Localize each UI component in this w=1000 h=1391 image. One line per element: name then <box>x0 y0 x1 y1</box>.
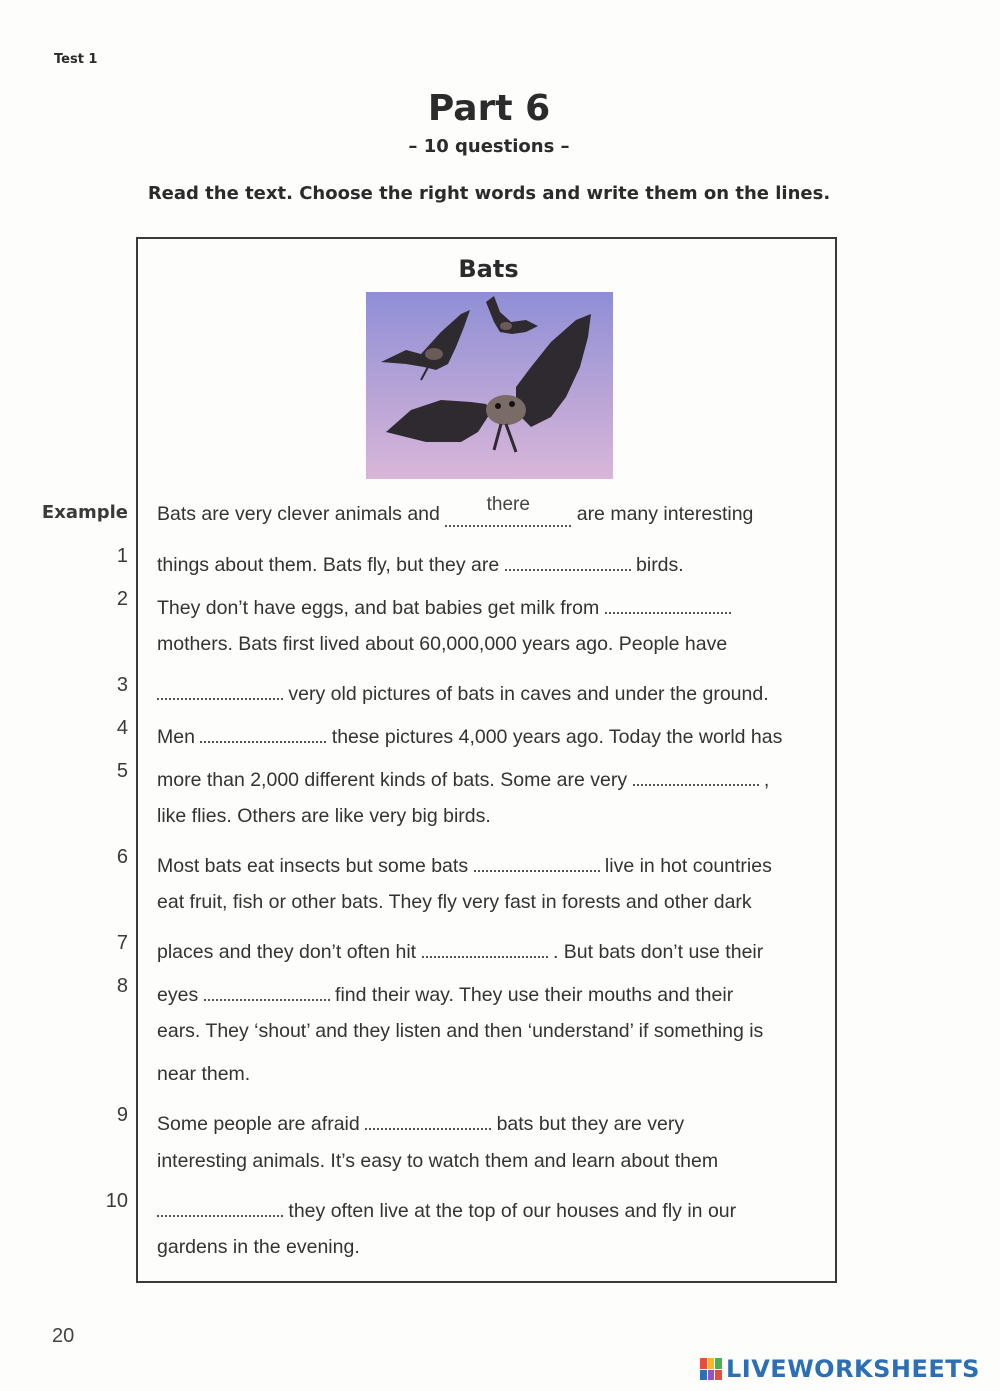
text-line: They don’t have eggs, and bat babies get milk from <box>157 590 731 620</box>
text-line: eat fruit, fish or other bats. They fly very fast in forests and other dark <box>157 891 752 913</box>
question-number: 6 <box>116 846 128 868</box>
answer-blank-9[interactable] <box>365 1106 491 1130</box>
text-line: near them. <box>157 1063 251 1085</box>
liveworksheets-logo[interactable] <box>700 1355 980 1383</box>
text-line: mothers. Bats first lived about 60,000,000 years ago. People have <box>157 633 728 655</box>
question-count: – 10 questions – <box>408 136 570 157</box>
question-number: 2 <box>116 588 128 610</box>
text-line: Most bats eat insects but some bats live in hot countries <box>157 848 772 878</box>
example-label: Example <box>41 502 128 523</box>
logo-text: LIVEWORKSHEETS <box>726 1355 980 1383</box>
instruction: Read the text. Choose the right words and write them on the lines. <box>147 183 831 204</box>
answer-blank-2[interactable] <box>605 590 731 614</box>
question-number: 4 <box>116 717 128 739</box>
question-number: 3 <box>116 674 128 696</box>
text-line: gardens in the evening. <box>157 1236 360 1258</box>
answer-blank-4[interactable] <box>200 719 326 743</box>
example-answer: there <box>445 503 571 527</box>
text-line: they often live at the top of our houses and fly in our <box>157 1193 736 1223</box>
answer-blank-5[interactable] <box>633 762 759 786</box>
part-title: Part 6 <box>427 88 551 129</box>
question-number: 10 <box>105 1190 128 1212</box>
answer-blank-6[interactable] <box>474 848 600 872</box>
text-line: Bats are very clever animals and there are many interesting <box>157 494 754 525</box>
answer-blank-1[interactable] <box>505 547 631 571</box>
question-number: 5 <box>116 760 128 782</box>
page-number: 20 <box>52 1325 75 1347</box>
text-line: Some people are afraid bats but they are very <box>157 1106 684 1136</box>
logo-mark-icon <box>700 1358 722 1380</box>
text-line: more than 2,000 different kinds of bats. Some are very , <box>157 762 769 792</box>
text-line: Men these pictures 4,000 years ago. Today the world has <box>157 719 782 749</box>
question-number: 7 <box>116 932 128 954</box>
answer-blank-10[interactable] <box>157 1193 283 1217</box>
question-number: 1 <box>116 545 128 567</box>
answer-blank-8[interactable] <box>204 977 330 1001</box>
test-label: Test 1 <box>54 52 98 67</box>
text-line: ears. They ‘shout’ and they listen and then ‘understand’ if something is <box>157 1020 764 1042</box>
text-line: things about them. Bats fly, but they are birds. <box>157 547 684 577</box>
text-title: Bats <box>458 255 519 283</box>
question-number: 9 <box>116 1104 128 1126</box>
bat-picture <box>366 292 613 479</box>
text-line: very old pictures of bats in caves and under the ground. <box>157 676 769 706</box>
text-line: interesting animals. It’s easy to watch them and learn about them <box>157 1150 719 1172</box>
text-line: places and they don’t often hit . But bats don’t use their <box>157 934 763 964</box>
answer-blank-7[interactable] <box>422 934 548 958</box>
text-line: eyes find their way. They use their mouths and their <box>157 977 733 1007</box>
question-number: 8 <box>116 975 128 997</box>
text-line: like flies. Others are like very big birds. <box>157 805 491 827</box>
answer-blank-3[interactable] <box>157 676 283 700</box>
